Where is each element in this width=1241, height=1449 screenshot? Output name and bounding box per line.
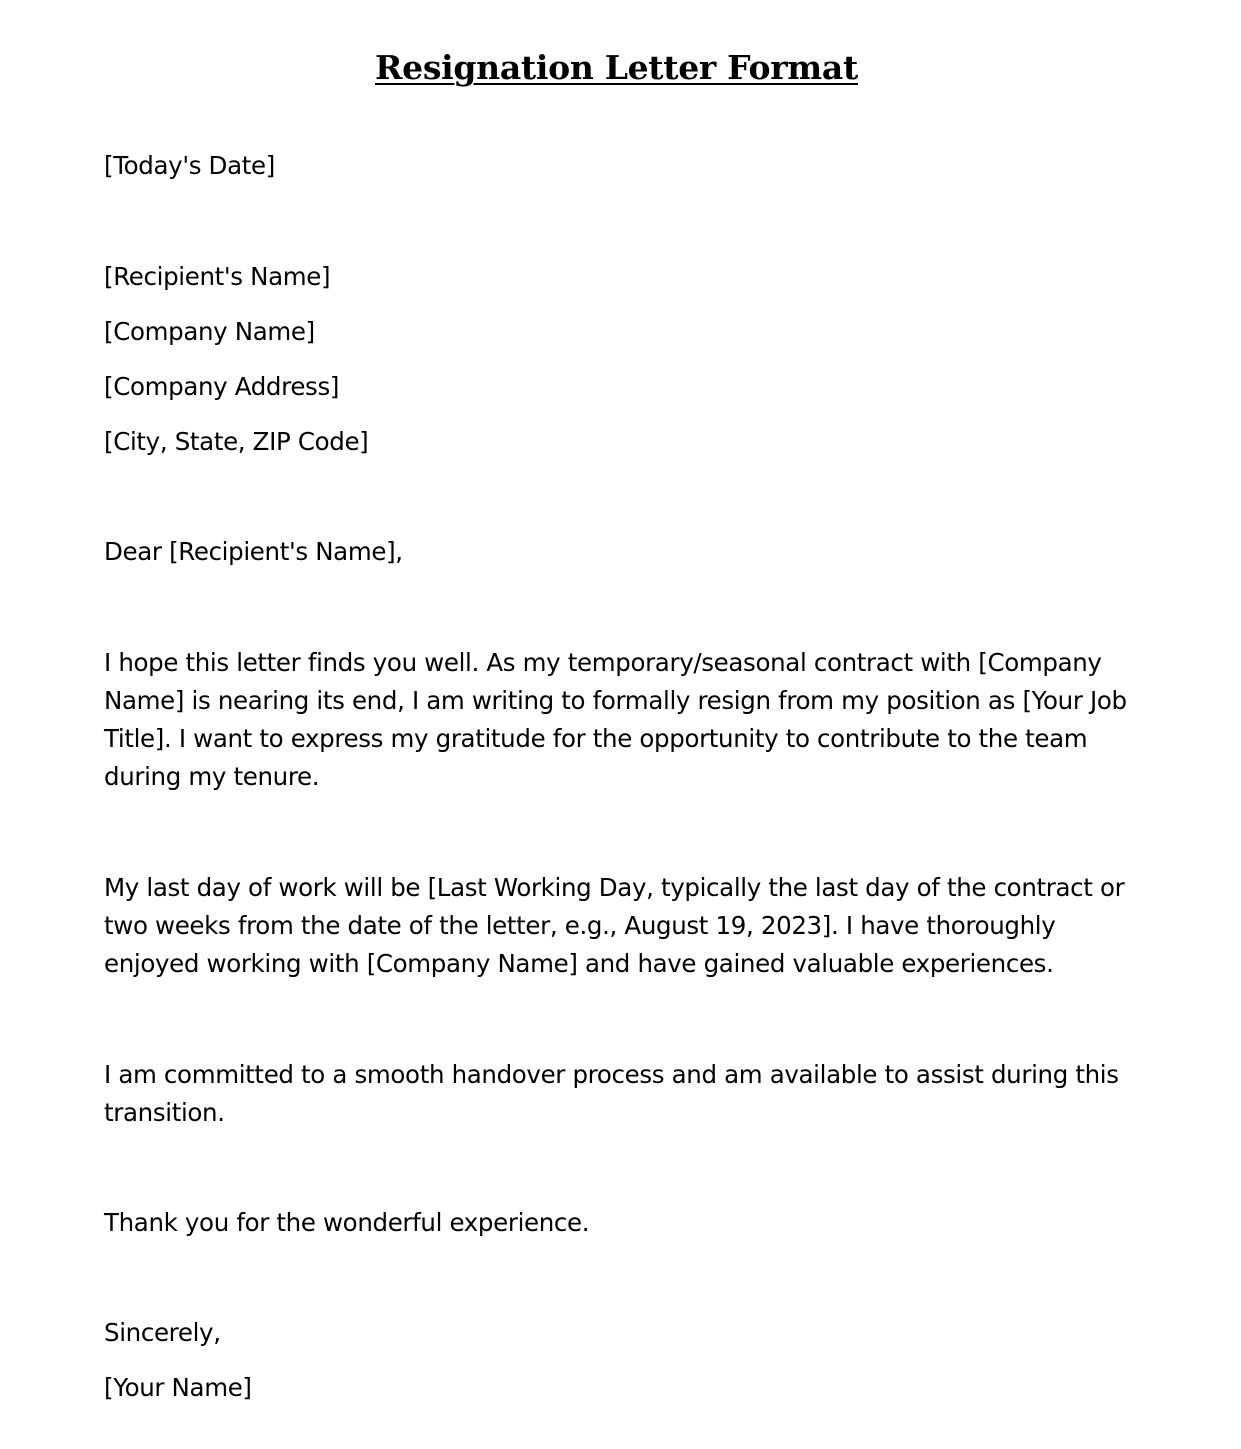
paragraph-3-line: I am committed to a smooth handover process and am available to assist during this <box>104 1060 1119 1089</box>
paragraph-4: Thank you for the wonderful experience. <box>104 1208 590 1237</box>
paragraph-2-line: My last day of work will be [Last Working Day, typically the last day of the contract or <box>104 873 1125 902</box>
closing: Sincerely, <box>104 1318 221 1347</box>
paragraph-3-line: transition. <box>104 1098 225 1127</box>
recipient-name-line: [Recipient's Name] <box>104 262 331 291</box>
salutation: Dear [Recipient's Name], <box>104 537 403 566</box>
paragraph-2-line: two weeks from the date of the letter, e.g., August 19, 2023]. I have thoroughly <box>104 911 1056 940</box>
paragraph-2-line: enjoyed working with [Company Name] and have gained valuable experiences. <box>104 949 1054 978</box>
date-line: [Today's Date] <box>104 151 275 180</box>
city-state-zip-line: [City, State, ZIP Code] <box>104 427 369 456</box>
paragraph-1-line: during my tenure. <box>104 762 320 791</box>
page-title: Resignation Letter Format <box>375 48 858 87</box>
paragraph-1-line: I hope this letter finds you well. As my temporary/seasonal contract with [Company <box>104 648 1102 677</box>
paragraph-1-line: Title]. I want to express my gratitude for the opportunity to contribute to the team <box>104 724 1088 753</box>
company-name-line: [Company Name] <box>104 317 315 346</box>
signature: [Your Name] <box>104 1373 252 1402</box>
company-address-line: [Company Address] <box>104 372 340 401</box>
paragraph-1-line: Name] is nearing its end, I am writing to formally resign from my position as [Your Job <box>104 686 1127 715</box>
